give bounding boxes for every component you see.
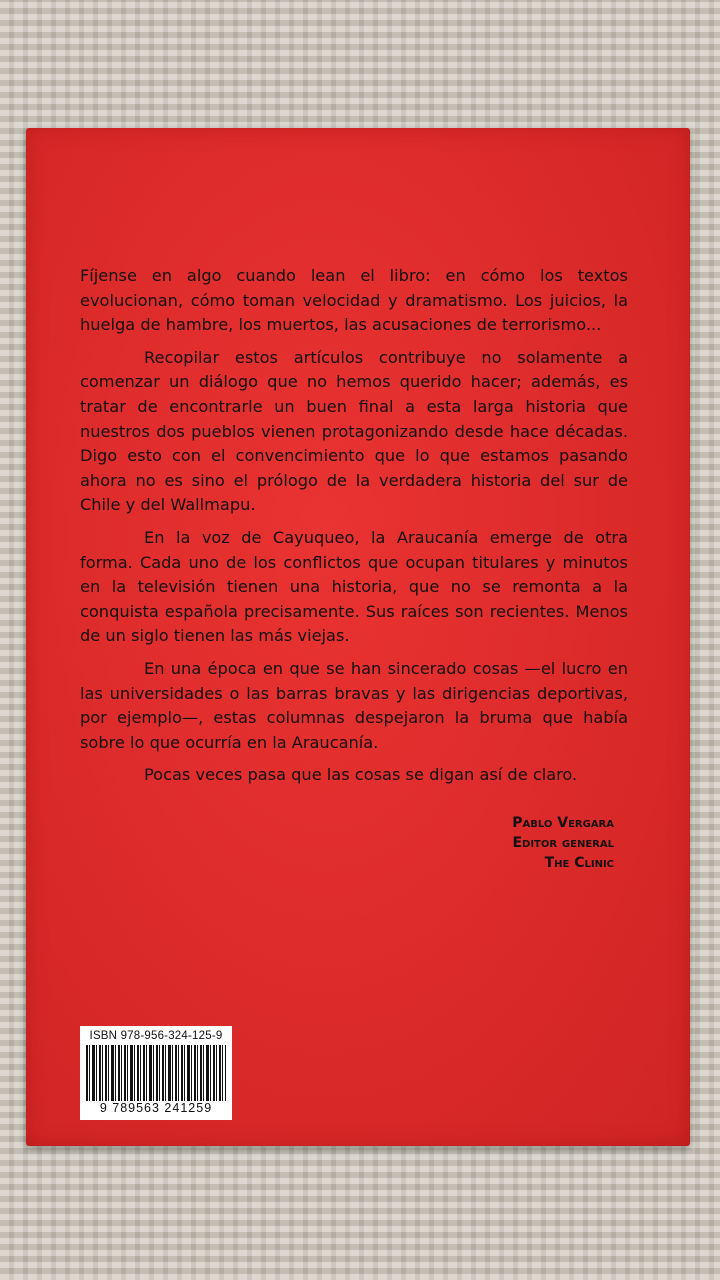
book-back-cover <box>26 128 690 1146</box>
blurb-paragraph-4: En una época en que se han sincerado cosas —el lucro en las universidades o las barras bravas y las dirigencias deportivas, por ejemplo—, estas columnas despejaron la bruma que había sobre lo que ocurría en la Araucanía. <box>80 658 628 752</box>
signature-name: Pablo Vergara <box>512 815 614 831</box>
blurb-paragraph-5: Pocas veces pasa que las cosas se digan así de claro. <box>144 765 578 785</box>
signature-block <box>512 813 614 873</box>
blurb-paragraph-3: En la voz de Cayuqueo, la Araucanía emerge de otra forma. Cada uno de los conflictos que ocupan titulares y minutos en la televisión tienen una historia, que no se remonta a la conquista española precisamente. Sus raíces son recientes. Menos de un siglo tienen las más viejas. <box>80 527 628 646</box>
blurb-text <box>80 264 628 796</box>
blurb-paragraph-2: Recopilar estos artículos contribuye no solamente a comenzar un diálogo que no hemos querido hacer; además, es tratar de encontrarle un buen final a esta larga historia que nuestros dos pueblos vienen protagonizando desde hace décadas. Digo esto con el convencimiento que lo que estamos pasando ahora no es sino el prólogo de la verdadera historia del sur de Chile y del Wallmapu. <box>80 347 628 515</box>
barcode-bars <box>86 1045 226 1101</box>
isbn-label: ISBN 978-956-324-125-9 <box>89 1030 223 1042</box>
blurb-paragraph-1: Fíjense en algo cuando lean el libro: en cómo los textos evolucionan, cómo toman velocidad y dramatismo. Los juicios, la huelga de hambre, los muertos, las acusaciones de terrorismo... <box>80 266 628 335</box>
signature-role: Editor general <box>512 835 614 851</box>
signature-publication: The Clinic <box>544 855 614 871</box>
barcode-digits: 9 789563 241259 <box>99 1101 213 1115</box>
isbn-barcode <box>80 1026 232 1120</box>
